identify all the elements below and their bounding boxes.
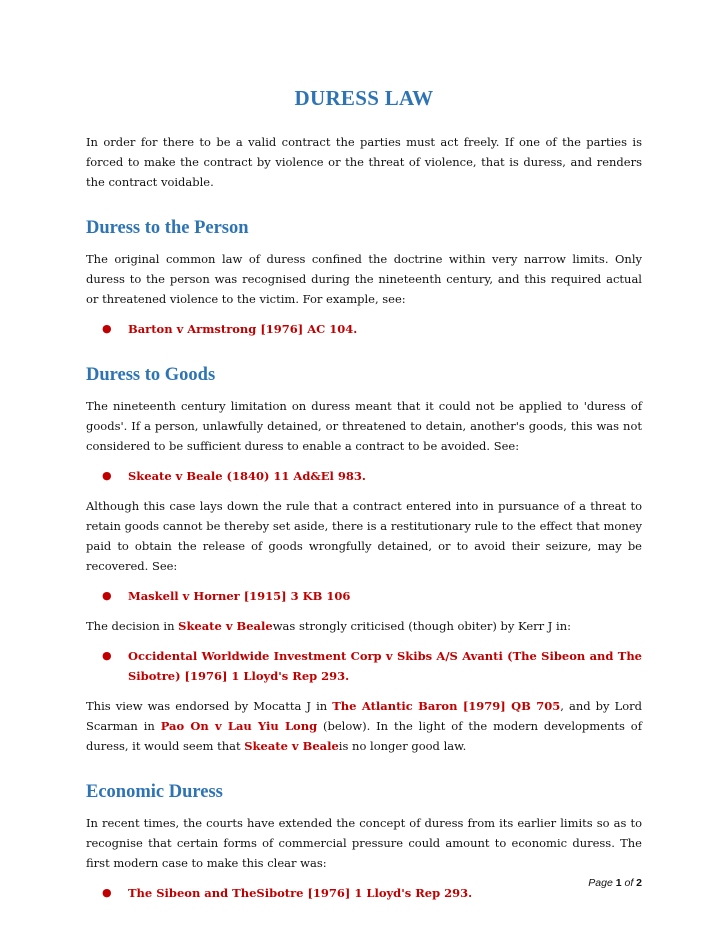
case-ref-skeate-v-beale-2: Skeate v Beale xyxy=(244,739,339,753)
goods-paragraph-3 xyxy=(86,616,642,636)
text-run: is no longer good law. xyxy=(338,739,467,753)
goods-case-list-2 xyxy=(86,586,642,606)
goods-paragraph-1: The nineteenth century limitation on duress meant that it could not be applied to 'duress of goods'. If a person, unlawfully detained, or threatened to detain, another's goods, this was not considered to be sufficient duress to enable a contract to be avoided. See: xyxy=(86,399,642,453)
text-run: This view was endorsed by Mocatta J in xyxy=(86,699,333,713)
goods-case-list-1 xyxy=(86,466,642,486)
case-text: The Sibeon and TheSibotre [1976] 1 Lloyd's Rep 293. xyxy=(128,886,473,900)
case-text: Skeate v Beale (1840) 11 Ad&El 983. xyxy=(128,469,366,483)
case-text: Maskell v Horner [1915] 3 KB 106 xyxy=(128,589,351,603)
person-paragraph: The original common law of duress confined the doctrine within very narrow limits. Only duress to the person was recognised during the nineteenth century, and this required actual or threatened violence to the victim. For example, see: xyxy=(86,252,642,306)
text-run: The decision in xyxy=(86,619,179,633)
case-ref-skeate-v-beale: Skeate v Beale xyxy=(178,619,273,633)
bullet-icon: ● xyxy=(102,469,112,482)
case-skeate-v-beale xyxy=(86,466,642,486)
case-text: Barton v Armstrong [1976] AC 104. xyxy=(128,322,358,336)
case-barton-v-armstrong xyxy=(86,319,642,339)
page-number: 1 xyxy=(615,877,622,889)
goods-paragraph-4 xyxy=(86,696,642,756)
case-maskell-v-horner xyxy=(86,586,642,606)
heading-duress-to-goods: Duress to Goods xyxy=(86,365,216,385)
case-ref-pao-on: Pao On v Lau Yiu Long xyxy=(160,719,318,733)
heading-duress-to-person: Duress to the Person xyxy=(86,218,249,238)
case-text: Occidental Worldwide Investment Corp v Skibs A/S Avanti (The Sibeon and The Sibotre) [1976] 1 Lloyd's Rep 293. xyxy=(128,649,642,683)
text-run: , and by Lord Scarman in xyxy=(86,699,643,733)
economic-paragraph: In recent times, the courts have extended the concept of duress from its earlier limits so as to recognise that certain forms of commercial pressure could amount to economic duress. The first modern case to make this clear was: xyxy=(86,816,642,870)
document-title: DURESS LAW xyxy=(294,86,434,110)
text-run: (below). In the light of the modern developments of duress, it would seem that xyxy=(86,719,642,753)
case-sibeon-and-sibotre xyxy=(86,883,642,903)
page-footer xyxy=(588,877,642,889)
bullet-icon: ● xyxy=(102,589,112,602)
goods-paragraph-2: Although this case lays down the rule that a contract entered into in pursuance of a threat to retain goods cannot be thereby set aside, there is a restitutionary rule to the effect that money paid to obtain the release of goods wrongfully detained, or to avoid their seizure, may be recovered. See: xyxy=(86,499,642,573)
case-ref-atlantic-baron: The Atlantic Baron [1979] QB 705 xyxy=(332,699,561,713)
bullet-icon: ● xyxy=(102,649,112,662)
person-case-list xyxy=(86,319,642,339)
bullet-icon: ● xyxy=(102,886,112,899)
text-run: was strongly criticised (though obiter) by Kerr J in: xyxy=(272,619,572,633)
page-word: Page xyxy=(588,877,616,889)
case-occidental-worldwide xyxy=(86,646,642,686)
of-word: of xyxy=(621,877,637,889)
heading-economic-duress: Economic Duress xyxy=(86,782,223,802)
intro-paragraph: In order for there to be a valid contract the parties must act freely. If one of the parties is forced to make the contract by violence or the threat of violence, that is duress, and renders the contract voidable. xyxy=(86,135,642,189)
bullet-icon: ● xyxy=(102,322,112,335)
page-total: 2 xyxy=(636,877,642,889)
goods-case-list-3 xyxy=(86,646,642,686)
economic-case-list xyxy=(86,883,642,903)
